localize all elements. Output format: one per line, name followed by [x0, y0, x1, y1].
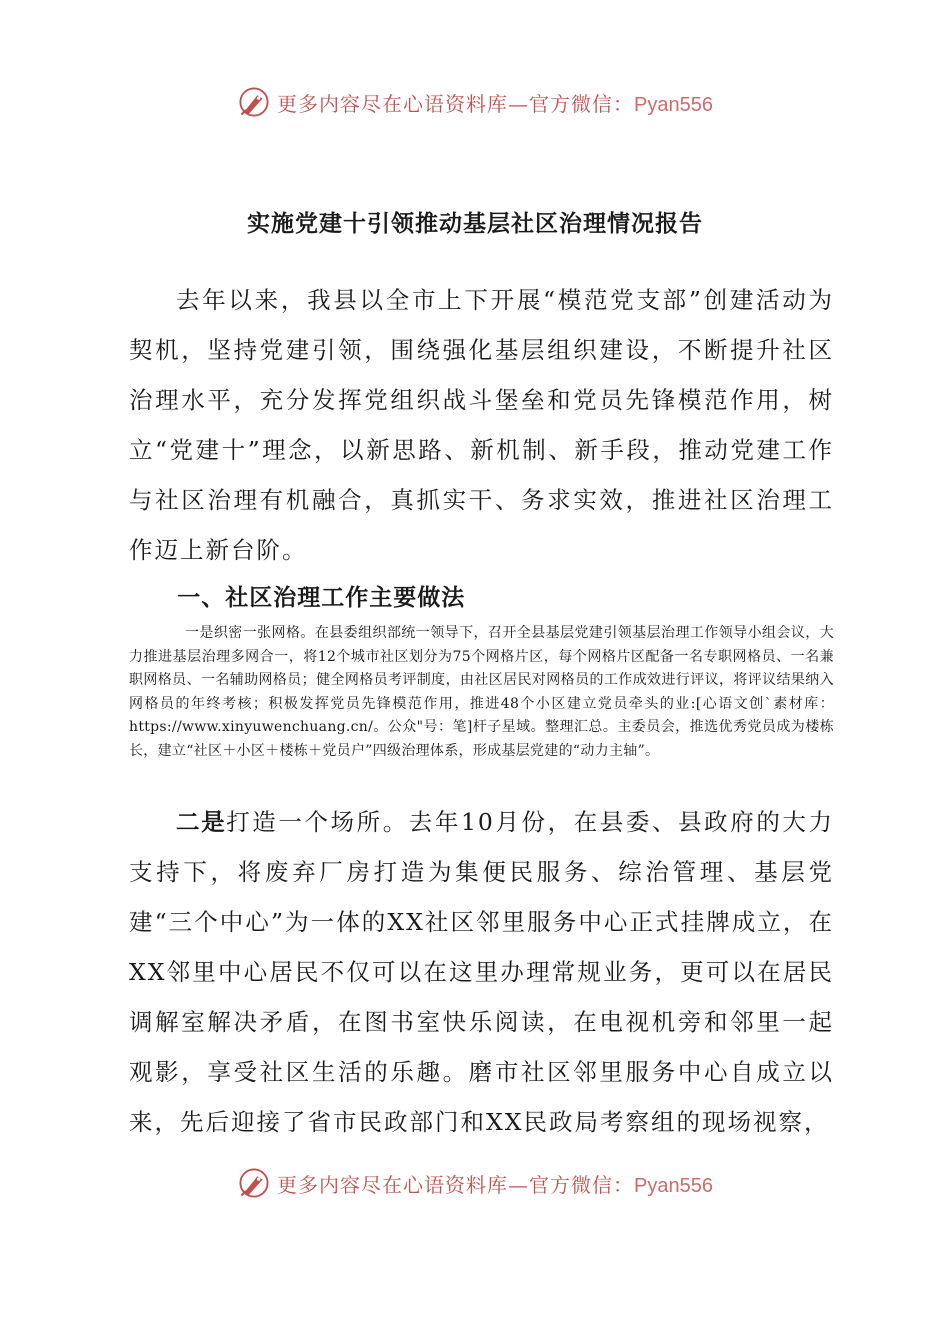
section-1-item-1: 一是织密一张网格。在县委组织部统一领导下，召开全县基层党建引领基层治理工作领导小组会议，大力推进基层治理多网合一，将12个城市社区划分为75个网格片区，每个网格片区配备一名专职网格员、一名兼职网格员、一名辅助网格员；健全网格员考评制度，由社区居民对网格员的工作成效进行评议，将评议结果纳入网格员的年终考核；积极发挥党员先锋模范作用，推进48个小区建立党员牵头的业:[心语文创`素材库：https://www.xinyuwenchuang.cn/。公众"号：笔]杆子星域。整理汇总。主委员会，推选优秀党员成为楼栋长，建立“社区＋小区＋楼栋＋党员户”四级治理体系，形成基层党建的“动力主轴”。 — [129, 625, 834, 759]
watermark-slogan: 更多内容尽在心语资料库—官方微信： — [277, 1172, 635, 1197]
section-1-heading: 一、社区治理工作主要做法 — [177, 585, 466, 611]
section-1-heading-block — [129, 573, 834, 623]
header-watermark — [0, 82, 950, 122]
section-1-item-2-body: 打造一个场所。去年10月份，在县委、县政府的大力支持下，将废弃厂房打造为集便民服务、综治管理、基层党建“三个中心”为一体的XX社区邻里服务中心正式挂牌成立，在XX邻里中心居民不仅可以在这里办理常规业务，更可以在居民调解室解决矛盾，在图书室快乐阅读，在电视机旁和邻里一起观影，享受社区生活的乐趣。磨市社区邻里服务中心自成立以来，先后迎接了省市民政部门和XX民政局考察组的现场视察， — [129, 808, 835, 1136]
section-1-item-1-block — [129, 622, 834, 763]
document-title: 实施党建十引领推动基层社区治理情况报告 — [247, 211, 703, 237]
intro-section — [129, 275, 834, 575]
watermark-wechat-id: Pyan556 — [634, 93, 713, 116]
pen-nib-logo-icon — [237, 1166, 271, 1200]
footer-watermark — [0, 1163, 950, 1203]
footer-watermark-inner — [237, 1166, 713, 1200]
section-1-item-2 — [129, 797, 834, 1147]
intro-paragraph: 去年以来，我县以全市上下开展“模范党支部”创建活动为契机，坚持党建引领，围绕强化基层组织建设，不断提升社区治理水平，充分发挥党组织战斗堡垒和党员先锋模范作用，树立“党建十”理念，以新思路、新机制、新手段，推动党建工作与社区治理有机融合，真抓实干、务求实效，推进社区治理工作迈上新台阶。 — [129, 286, 834, 564]
pen-nib-logo-icon — [237, 85, 271, 119]
header-watermark-inner — [237, 85, 713, 119]
watermark-text — [277, 1169, 713, 1198]
watermark-slogan: 更多内容尽在心语资料库—官方微信： — [277, 91, 635, 116]
watermark-wechat-id: Pyan556 — [634, 1174, 713, 1197]
section-1-item-2-block — [129, 797, 834, 1147]
watermark-text — [277, 88, 713, 117]
section-1-item-2-lead: 二是 — [176, 808, 227, 836]
